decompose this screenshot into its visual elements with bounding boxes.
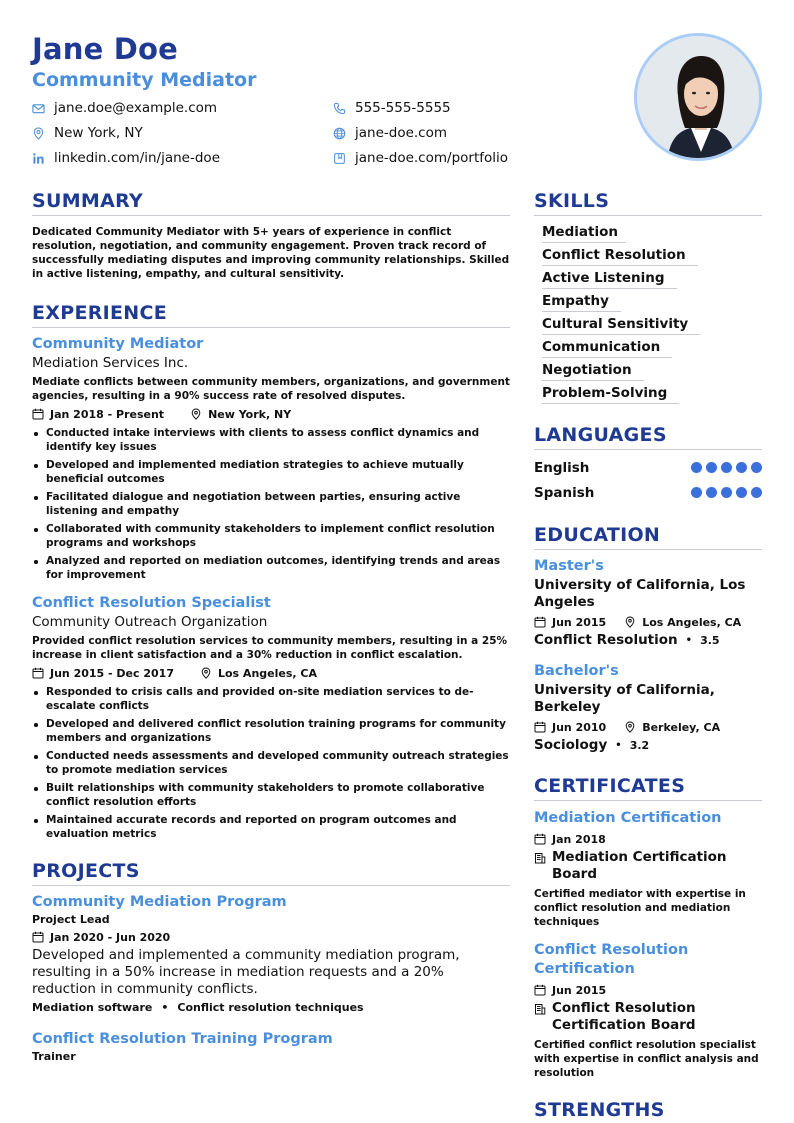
- job-description: Mediate conflicts between community members, organizations, and government agencies, resulting in a 90% success rate of resolved disputes.: [32, 376, 510, 402]
- left-column: [32, 190, 510, 1064]
- certificate-meta: [534, 982, 762, 998]
- education-meta: [534, 614, 762, 630]
- calendar-icon: [32, 667, 44, 679]
- map-pin-icon: [200, 667, 212, 679]
- skill-item: Cultural Sensitivity: [542, 315, 700, 335]
- building-icon: [534, 852, 546, 864]
- linkedin-icon: [32, 152, 45, 165]
- education-field: Conflict Resolution • 3.5: [534, 632, 720, 648]
- proficiency-dot: [736, 487, 747, 498]
- certificate-title: Conflict Resolution Certification: [534, 942, 689, 977]
- portfolio-text: jane-doe.com/portfolio: [355, 150, 509, 166]
- education-heading: EDUCATION: [534, 524, 762, 550]
- language-name: English: [534, 459, 590, 476]
- certificate-description: Certified mediator with expertise in conflict resolution and mediation techniques: [534, 888, 746, 928]
- skill-item: Mediation: [542, 223, 626, 243]
- job-location: New York, NY: [208, 407, 292, 421]
- map-pin-icon: [190, 408, 202, 420]
- skill-item: Active Listening: [542, 269, 677, 289]
- list-item: Developed and delivered conflict resolution training programs for community members and organizations: [32, 717, 510, 745]
- project-role: Project Lead: [32, 913, 110, 926]
- experience-heading: EXPERIENCE: [32, 302, 510, 328]
- certificate-description: Certified conflict resolution specialist with expertise in conflict analysis and resolution: [534, 1039, 759, 1079]
- company-name: Community Outreach Organization: [32, 614, 268, 630]
- language-item: [534, 480, 762, 505]
- job-location: Los Angeles, CA: [217, 666, 317, 680]
- project-description: Developed and implemented a community mediation program, resulting in a 50% increase in mediation requests and a 20% reduction in community conflicts.: [32, 947, 460, 997]
- school-name: University of California, Berkeley: [534, 682, 715, 715]
- right-column: [534, 190, 762, 1123]
- list-item: Built relationships with community stakeholders to promote collaborative conflict resolution efforts: [32, 781, 510, 809]
- language-item: [534, 455, 762, 480]
- certificate-meta: [534, 831, 762, 847]
- certificate-issuer-row: [534, 1000, 762, 1034]
- linkedin-contact[interactable]: [32, 149, 220, 167]
- list-item: Conducted needs assessments and developed community outreach strategies to promote mediation services: [32, 749, 510, 777]
- email-text: jane.doe@example.com: [54, 100, 218, 116]
- education-field: Sociology • 3.2: [534, 737, 650, 753]
- building-icon: [534, 1003, 546, 1015]
- company-name: Mediation Services Inc.: [32, 355, 189, 371]
- summary-text: Dedicated Community Mediator with 5+ years of experience in conflict resolution, negotiation, and community engagement. Proven track record of successfully mediating disputes and improving community relationships. Skilled in active listening, empathy, and cultural sensitivity.: [32, 226, 510, 280]
- certificate-issuer: Mediation Certification Board: [552, 849, 727, 882]
- calendar-icon: [32, 931, 44, 943]
- phone-contact[interactable]: [333, 99, 451, 117]
- website-text: jane-doe.com: [355, 125, 448, 141]
- calendar-icon: [32, 408, 44, 420]
- languages-list: [534, 455, 762, 505]
- school-location: Berkeley, CA: [642, 720, 721, 734]
- project-tag: Conflict resolution techniques: [177, 1001, 364, 1014]
- strengths-heading: STRENGTHS: [534, 1099, 762, 1123]
- degree-name: Master's: [534, 558, 604, 574]
- calendar-icon: [534, 833, 546, 845]
- profile-portrait-image: [637, 36, 762, 161]
- project-tag: Mediation software: [32, 1001, 153, 1014]
- experience-entry: [32, 336, 510, 582]
- linkedin-text: linkedin.com/in/jane-doe: [54, 150, 220, 166]
- skills-heading: SKILLS: [534, 190, 762, 216]
- certificate-issuer-row: [534, 849, 762, 883]
- school-name: University of California, Los Angeles: [534, 577, 746, 610]
- gpa: 3.2: [629, 738, 650, 752]
- job-dates: Jun 2015 - Dec 2017: [50, 666, 174, 680]
- project-title: Community Mediation Program: [32, 894, 287, 910]
- list-item: Maintained accurate records and reported on program outcomes and evaluation metrics: [32, 813, 510, 841]
- proficiency-dot: [706, 487, 717, 498]
- phone-icon: [333, 102, 346, 115]
- map-pin-icon: [624, 721, 636, 733]
- project-tags: Mediation software • Conflict resolution techniques: [32, 1001, 364, 1014]
- proficiency-dot: [751, 462, 762, 473]
- location-contact: [32, 124, 143, 142]
- certificate-date: Jan 2018: [552, 832, 606, 846]
- candidate-title: Community Mediator: [32, 69, 257, 91]
- list-item: Facilitated dialogue and negotiation between parties, ensuring active listening and empathy: [32, 490, 510, 518]
- certificate-title: Mediation Certification: [534, 810, 722, 826]
- summary-heading: SUMMARY: [32, 190, 510, 216]
- project-entry: [32, 1031, 510, 1064]
- graduation-date: Jun 2010: [552, 720, 607, 734]
- job-meta: [32, 665, 510, 681]
- language-level: [687, 462, 762, 473]
- proficiency-dot: [751, 487, 762, 498]
- list-item: Conducted intake interviews with clients to assess conflict dynamics and identify key issues: [32, 426, 510, 454]
- phone-text: 555-555-5555: [355, 100, 451, 116]
- job-bullets: [32, 426, 510, 582]
- job-meta: [32, 406, 510, 422]
- calendar-icon: [534, 984, 546, 996]
- calendar-icon: [534, 721, 546, 733]
- proficiency-dot: [736, 462, 747, 473]
- profile-photo: [634, 33, 762, 161]
- skill-item: Communication: [542, 338, 672, 358]
- language-level: [687, 487, 762, 498]
- portfolio-contact[interactable]: [333, 149, 508, 167]
- list-item: Collaborated with community stakeholders to implement conflict resolution programs and workshops: [32, 522, 510, 550]
- globe-icon: [333, 127, 346, 140]
- education-entry: [534, 558, 762, 648]
- candidate-name: Jane Doe: [32, 32, 179, 66]
- skill-item: Conflict Resolution: [542, 246, 698, 266]
- gpa: 3.5: [700, 633, 720, 647]
- list-item: Developed and implemented mediation strategies to achieve mutually beneficial outcomes: [32, 458, 510, 486]
- certificate-entry: [534, 809, 762, 929]
- calendar-icon: [534, 616, 546, 628]
- school-location: Los Angeles, CA: [642, 615, 742, 629]
- mail-icon: [32, 102, 45, 115]
- proficiency-dot: [721, 487, 732, 498]
- job-dates: Jan 2018 - Present: [50, 407, 165, 421]
- experience-entry: [32, 595, 510, 841]
- field-of-study: Conflict Resolution: [534, 632, 678, 648]
- job-title: Community Mediator: [32, 336, 204, 352]
- proficiency-dot: [721, 462, 732, 473]
- skill-item: Problem-Solving: [542, 384, 679, 404]
- job-description: Provided conflict resolution services to community members, resulting in a 25% increase in client satisfaction and a 30% reduction in conflict escalation.: [32, 635, 508, 661]
- list-item: Responded to crisis calls and provided on-site mediation services to de-escalate conflicts: [32, 685, 510, 713]
- graduation-date: Jun 2015: [552, 615, 607, 629]
- map-pin-icon: [624, 616, 636, 628]
- skills-list: [534, 223, 762, 407]
- project-role: Trainer: [32, 1050, 76, 1063]
- field-of-study: Sociology: [534, 737, 608, 753]
- email-contact[interactable]: [32, 99, 217, 117]
- skill-item: Negotiation: [542, 361, 644, 381]
- portfolio-icon: [333, 152, 346, 165]
- project-title: Conflict Resolution Training Program: [32, 1031, 333, 1047]
- proficiency-dot: [691, 462, 702, 473]
- skill-item: Empathy: [542, 292, 621, 312]
- proficiency-dot: [691, 487, 702, 498]
- certificate-date: Jun 2015: [552, 983, 607, 997]
- education-meta: [534, 719, 762, 735]
- location-text: New York, NY: [54, 125, 143, 141]
- job-bullets: [32, 685, 510, 841]
- certificate-issuer: Conflict Resolution Certification Board: [552, 1000, 696, 1033]
- language-name: Spanish: [534, 484, 595, 501]
- website-contact[interactable]: [333, 124, 447, 142]
- projects-heading: PROJECTS: [32, 860, 510, 886]
- proficiency-dot: [706, 462, 717, 473]
- project-meta: [32, 929, 510, 945]
- list-item: Analyzed and reported on mediation outcomes, identifying trends and areas for improvement: [32, 554, 510, 582]
- project-entry: [32, 894, 510, 1014]
- certificate-entry: [534, 941, 762, 1080]
- map-pin-icon: [32, 127, 45, 140]
- project-dates: Jan 2020 - Jun 2020: [50, 930, 171, 944]
- degree-name: Bachelor's: [534, 663, 619, 679]
- job-title: Conflict Resolution Specialist: [32, 595, 271, 611]
- education-entry: [534, 663, 762, 753]
- certificates-heading: CERTIFICATES: [534, 775, 762, 801]
- languages-heading: LANGUAGES: [534, 424, 762, 450]
